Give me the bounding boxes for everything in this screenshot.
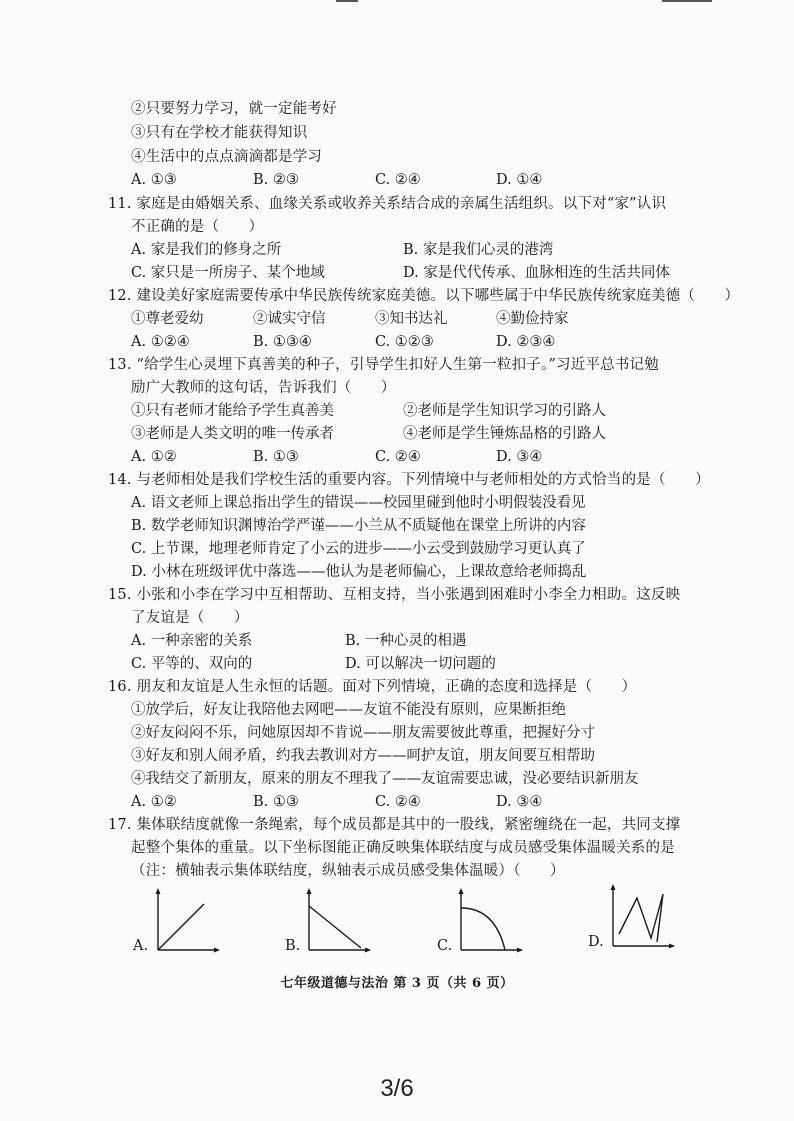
statement-item: ④勤俭持家 [496,311,569,327]
answer-option: B. 数学老师知识渊博治学严谨——小兰从不质疑他在课堂上所讲的内容 [131,518,586,534]
answer-option: B. ②③ [253,172,299,188]
page-footer: 七年级道德与法治 第 3 页（共 6 页） [280,976,514,991]
page-indicator: 3/6 [380,1075,414,1102]
answer-option: C. ②④ [375,449,421,465]
question-stem: 14. 与老师相处是我们学校生活的重要内容。下列情境中与老师相处的方式恰当的是（ ） [108,472,710,488]
answer-option: D. ③④ [496,449,543,465]
statement-item: ②诚实守信 [253,311,326,327]
graph-a-increasing [152,888,220,954]
answer-option: C. ②④ [375,794,421,810]
option-line: ④生活中的点点滴滴都是学习 [131,149,323,165]
question-stem: （注：横轴表示集体联结度，纵轴表示成员感受集体温暖）（ ） [131,863,565,879]
scan-edge-mark [336,0,358,2]
answer-option: B. 家是我们心灵的港湾 [403,242,554,258]
answer-option: A. 家是我们的修身之所 [131,242,282,258]
statement-item: ②老师是学生知识学习的引路人 [403,403,606,419]
graph-option-label: D. [588,934,604,950]
option-line: ②只要努力学习，就一定能考好 [131,101,337,117]
answer-option: A. ①② [131,794,177,810]
statement-item: ①只有老师才能给予学生真善美 [131,403,334,419]
statement-item: ①尊老爱幼 [131,311,204,327]
answer-option: B. ①③④ [253,334,312,350]
answer-option: D. ①④ [496,172,543,188]
question-stem: 不正确的是（ ） [131,219,264,235]
answer-option: A. ①②④ [131,334,190,350]
statement-item: ④我结交了新朋友，原来的朋友不理我了——友谊需要忠诚，没必要结识新朋友 [131,771,639,787]
question-stem: 励广大教师的这句话，告诉我们（ ） [131,380,396,396]
graph-b-decreasing [303,888,371,954]
answer-option: D. 可以解决一切问题的 [345,656,496,672]
graph-option-label: B. [285,938,301,954]
answer-option: D. ②③④ [496,334,556,350]
answer-option: B. ①③ [253,794,299,810]
question-stem: 起整个集体的重量。以下坐标图能正确反映集体联结度与成员感受集体温暖关系的是 [131,840,675,856]
option-line: ③只有在学校才能获得知识 [131,125,308,141]
answer-option: C. ②④ [375,172,421,188]
question-stem: 12. 建设美好家庭需要传承中华民族传统家庭美德。以下哪些属于中华民族传统家庭美德（ ） [108,288,740,304]
question-stem: 11. 家庭是由婚姻关系、血缘关系或收养关系结合成的亲属生活组织。以下对“家”认识 [108,196,667,212]
answer-option: D. ③④ [496,794,543,810]
scan-edge-mark [662,0,712,2]
statement-item: ④老师是学生锤炼品格的引路人 [403,426,606,442]
answer-option: C. ①②③ [375,334,434,350]
graph-d-zigzag [607,884,675,950]
answer-option: C. 上节课，地理老师肯定了小云的进步——小云受到鼓励学习更认真了 [131,541,586,557]
answer-option: B. ①③ [253,449,299,465]
answer-option: C. 家只是一所房子、某个地域 [131,265,325,281]
statement-item: ②好友闷闷不乐，问她原因却不肯说——朋友需要彼此尊重，把握好分寸 [131,725,595,741]
answer-option: D. 小林在班级评优中落选——他认为是老师偏心，上课故意给老师捣乱 [131,564,587,580]
question-stem: 17. 集体联结度就像一条绳索，每个成员都是其中的一股线，紧密缠绕在一起，共同支撑 [108,817,681,833]
question-stem: 了友谊是（ ） [131,610,249,626]
statement-item: ③好友和别人闹矛盾，约我去教训对方——呵护友谊，朋友间要互相帮助 [131,748,595,764]
answer-option: A. 一种亲密的关系 [131,633,253,649]
answer-option: B. 一种心灵的相遇 [345,633,467,649]
statement-item: ③老师是人类文明的唯一传承者 [131,426,334,442]
graph-c-curve-down [455,888,523,954]
statement-item: ③知书达礼 [375,311,448,327]
question-stem: 16. 朋友和友谊是人生永恒的话题。面对下列情境，正确的态度和选择是（ ） [108,679,637,695]
statement-item: ①放学后，好友让我陪他去网吧——友谊不能没有原则，应果断拒绝 [131,702,566,718]
answer-option: A. ①③ [131,172,177,188]
question-stem: 15. 小张和小李在学习中互相帮助、互相支持，当小张遇到困难时小李全力相助。这反映 [108,587,681,603]
answer-option: A. ①② [131,449,177,465]
question-stem: 13. “给学生心灵埋下真善美的种子，引导学生扣好人生第一粒扣子。”习近平总书记勉 [108,357,659,373]
answer-option: D. 家是代代传承、血脉相连的生活共同体 [403,265,670,281]
answer-option: C. 平等的、双向的 [131,656,253,672]
graph-option-label: A. [133,938,149,954]
graph-option-label: C. [437,938,453,954]
answer-option: A. 语文老师上课总指出学生的错误——校园里碰到他时小明假装没看见 [131,495,586,511]
